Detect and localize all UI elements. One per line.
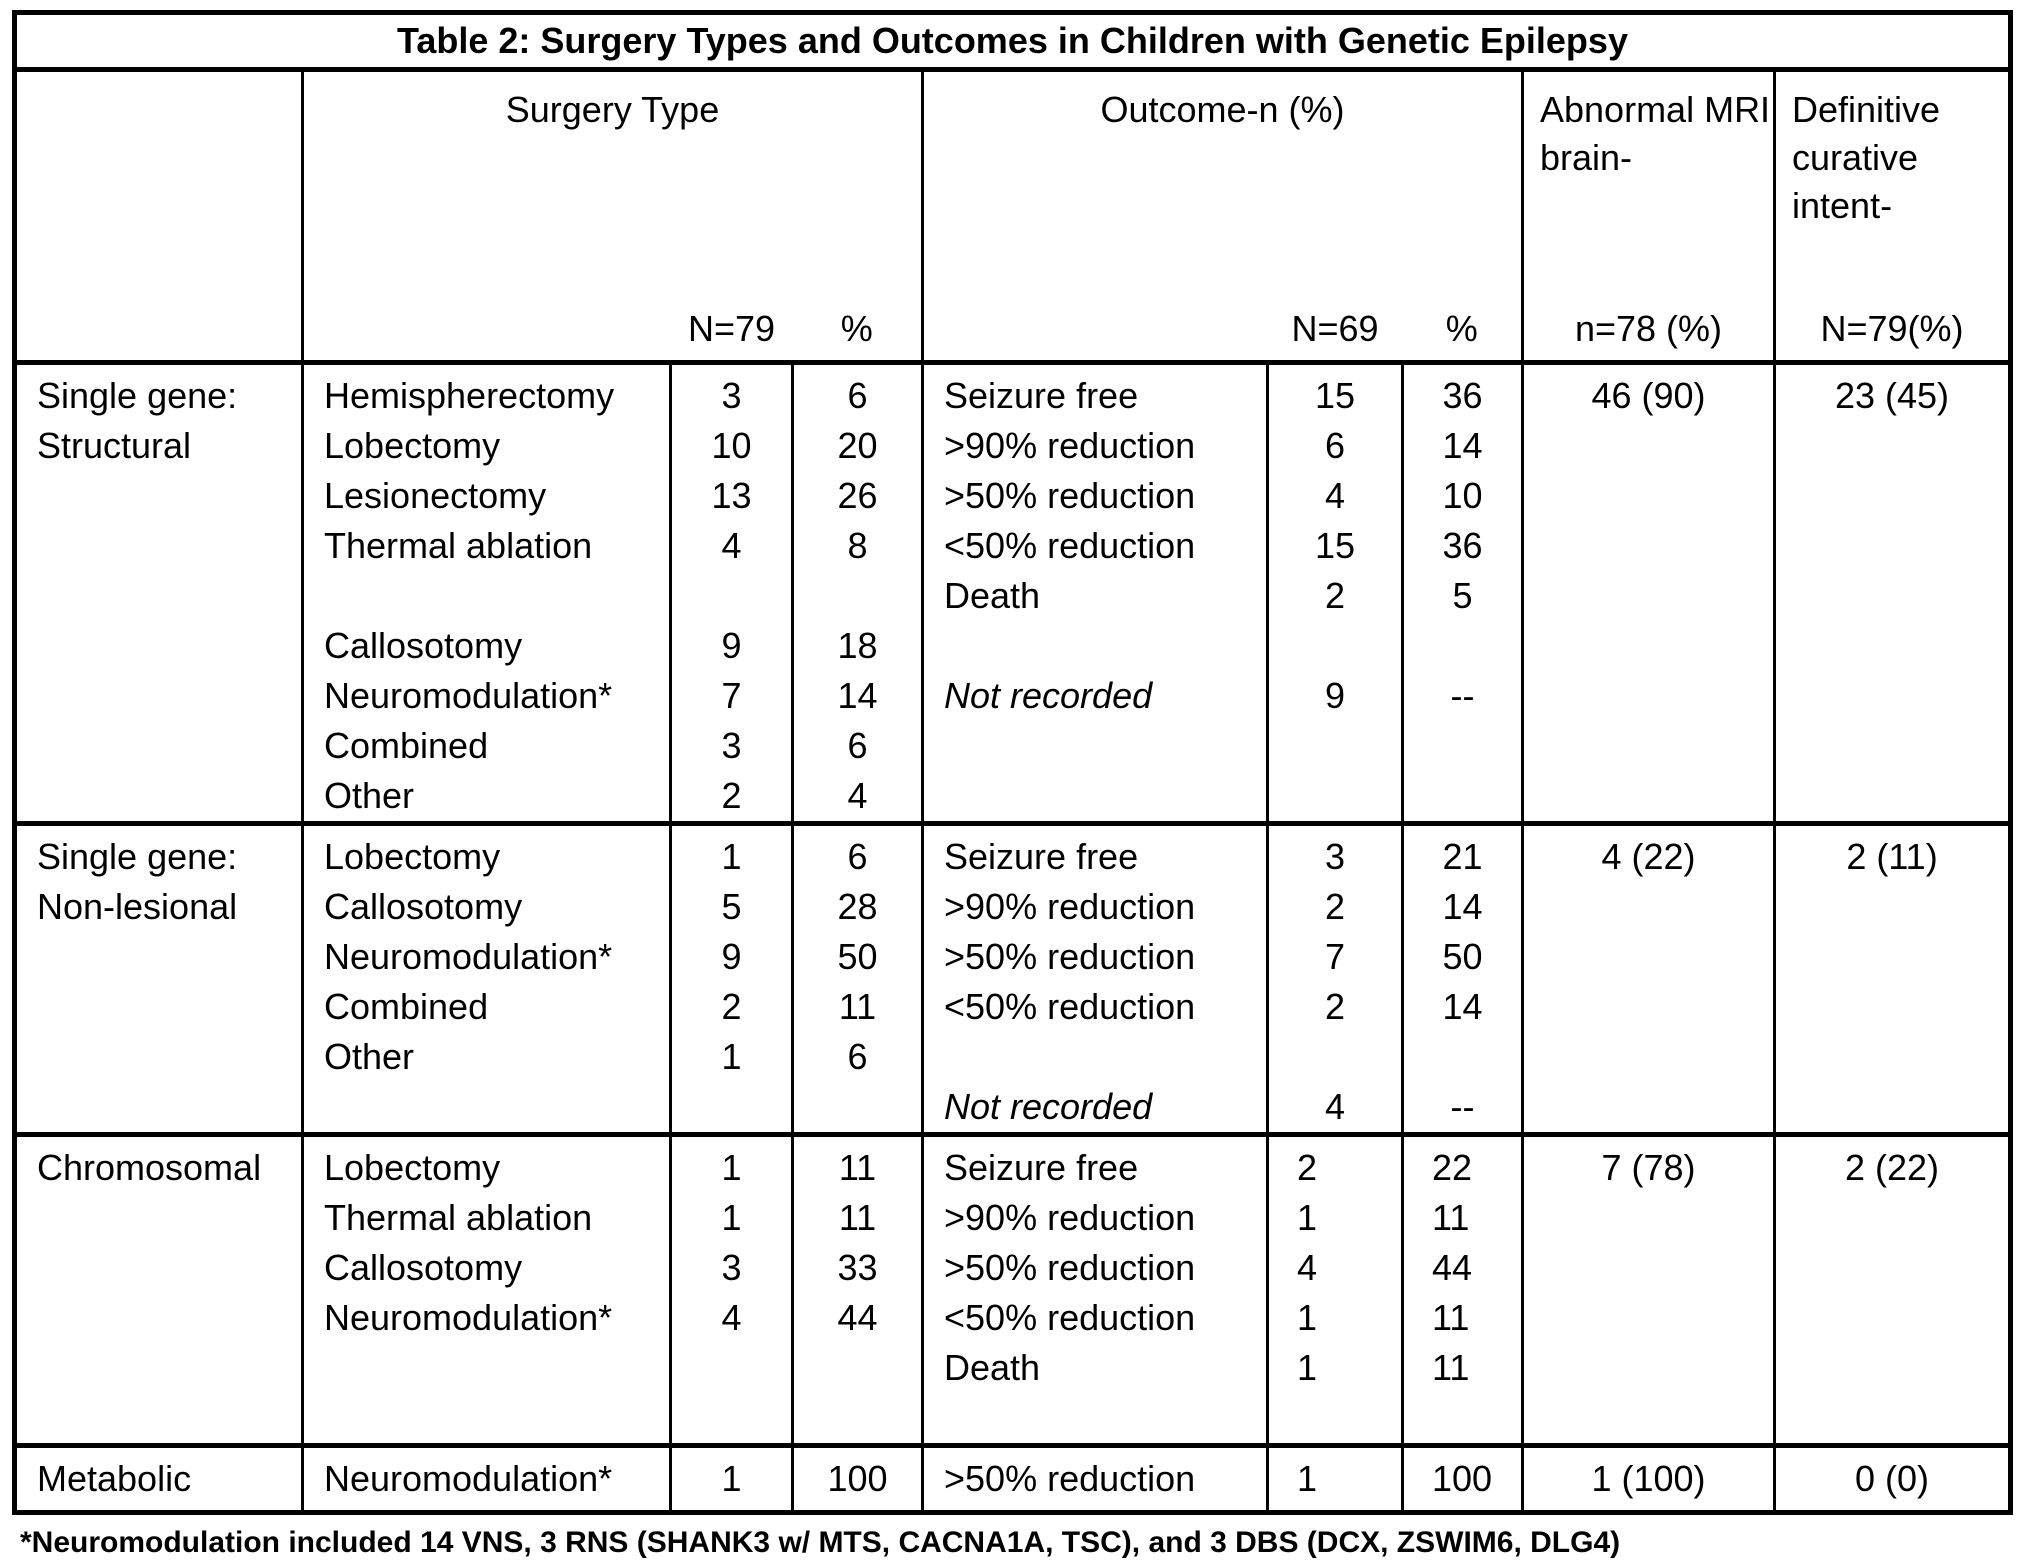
cell-line — [794, 1343, 921, 1393]
cell-line — [304, 1393, 669, 1443]
cell-line: 10 — [711, 425, 752, 466]
cell-line: 3 — [721, 1247, 742, 1288]
corner-cell — [15, 70, 303, 363]
outcome-pct-cell — [1403, 1135, 1523, 1446]
cell-line — [1404, 721, 1521, 771]
cell-line: 9 — [1324, 675, 1346, 716]
cell-line: 50 — [837, 936, 878, 977]
cell-line: 46 (90) — [1591, 375, 1706, 416]
cell-line: 3 — [1324, 836, 1346, 877]
cell-line: 9 — [721, 936, 742, 977]
surgery-n-cell — [671, 363, 793, 824]
cell-line: 1 — [721, 1197, 742, 1238]
outcome-n-subheader: N=69 — [1268, 292, 1403, 363]
cell-line: 14 — [1442, 425, 1483, 466]
surgery-pct-cell — [793, 824, 923, 1135]
cell-line: 22 — [1432, 1147, 1473, 1188]
cell-line: 3 — [721, 725, 742, 766]
cell-line: >90% reduction — [944, 886, 1196, 927]
curative-value-cell — [1775, 1135, 2011, 1446]
cell-line: Lobectomy — [324, 1147, 501, 1188]
outcome-pct-subheader: % — [1403, 292, 1523, 363]
cell-line: 10 — [1442, 475, 1483, 516]
cell-line — [1404, 621, 1521, 671]
cell-line: Neuromodulation* — [324, 936, 613, 977]
cell-line: 21 — [1442, 836, 1483, 877]
cell-line: 4 — [847, 775, 868, 816]
surgery-names-cell — [303, 1446, 671, 1513]
cell-line: 13 — [711, 475, 752, 516]
cell-line: 1 — [1297, 1458, 1318, 1499]
cell-line: Neuromodulation* — [324, 675, 613, 716]
curative-header: Definitive curative intent- — [1775, 70, 2011, 293]
cell-line: 11 — [838, 986, 877, 1027]
group-row — [15, 1135, 2011, 1446]
cell-line: 5 — [721, 886, 742, 927]
cell-line: 3 — [721, 375, 742, 416]
cell-line: -- — [1450, 1086, 1475, 1127]
cell-line: Thermal ablation — [324, 525, 593, 566]
cell-line: 33 — [837, 1247, 878, 1288]
cell-line: >90% reduction — [944, 1197, 1196, 1238]
cell-line — [794, 1082, 921, 1132]
cell-line: 23 (45) — [1834, 375, 1950, 416]
cell-line — [924, 1393, 1266, 1443]
cell-line: 2 — [1297, 1147, 1318, 1188]
cell-line — [1404, 1393, 1521, 1443]
cell-line — [304, 1082, 669, 1132]
cell-line: 2 (11) — [1846, 836, 1938, 877]
cell-line: Seizure free — [944, 836, 1139, 877]
cell-line: 4 (22) — [1601, 836, 1696, 877]
group-label-cell — [15, 1135, 303, 1446]
cell-line: 11 — [838, 1147, 877, 1188]
cell-line: >50% reduction — [944, 1458, 1196, 1499]
mri-value-cell — [1523, 824, 1775, 1135]
outcome-pct-cell — [1403, 824, 1523, 1135]
cell-line: 14 — [1442, 886, 1483, 927]
cell-line: 6 — [847, 725, 868, 766]
surgery-type-header: Surgery Type — [303, 70, 923, 293]
cell-line: 6 — [847, 836, 868, 877]
cell-line: <50% reduction — [944, 1297, 1196, 1338]
cell-line: 8 — [847, 525, 868, 566]
mri-value-cell — [1523, 1446, 1775, 1513]
cell-line: 2 — [721, 986, 742, 1027]
cell-line — [672, 1082, 791, 1132]
cell-line: Lobectomy — [324, 836, 501, 877]
cell-line — [672, 571, 791, 621]
group-row — [15, 363, 2011, 824]
outcome-header: Outcome-n (%) — [923, 70, 1523, 293]
cell-line: 5 — [1452, 575, 1473, 616]
cell-line: >50% reduction — [944, 1247, 1196, 1288]
header-row-labels — [15, 70, 2011, 293]
cell-line: >90% reduction — [944, 425, 1196, 466]
cell-line: 15 — [1314, 375, 1356, 416]
cell-line: 1 — [1297, 1347, 1318, 1388]
table-title: Table 2: Surgery Types and Outcomes in Children with Genetic Epilepsy — [15, 13, 2011, 70]
cell-line — [672, 1393, 791, 1443]
cell-line — [794, 1393, 921, 1443]
curative-value-cell — [1775, 1446, 2011, 1513]
cell-line: Lobectomy — [324, 425, 501, 466]
cell-line: Chromosomal — [37, 1147, 262, 1188]
group-row — [15, 824, 2011, 1135]
cell-line: Callosotomy — [324, 625, 523, 666]
table-body — [15, 363, 2011, 1513]
cell-line: Seizure free — [944, 1147, 1139, 1188]
curative-value-cell — [1775, 824, 2011, 1135]
cell-line: 18 — [837, 625, 878, 666]
cell-line: 11 — [1432, 1197, 1470, 1238]
cell-line: 28 — [837, 886, 878, 927]
cell-line: Structural — [37, 425, 192, 466]
cell-line: Seizure free — [944, 375, 1139, 416]
outcome-pct-cell — [1403, 363, 1523, 824]
cell-line: 6 — [1324, 425, 1346, 466]
cell-line: 9 — [721, 625, 742, 666]
cell-line — [304, 1343, 669, 1393]
surgery-names-cell — [303, 824, 671, 1135]
cell-line: 1 (100) — [1591, 1458, 1706, 1499]
table-title-row — [15, 13, 2011, 70]
cell-line: Neuromodulation* — [324, 1297, 613, 1338]
surgery-n-cell — [671, 1446, 793, 1513]
outcome-name-subheader — [923, 292, 1268, 363]
cell-line: Lesionectomy — [324, 475, 547, 516]
cell-line: Metabolic — [37, 1458, 192, 1499]
cell-line — [924, 721, 1266, 771]
cell-line: >50% reduction — [944, 475, 1196, 516]
cell-line: 50 — [1442, 936, 1483, 977]
cell-line — [1404, 1032, 1521, 1082]
group-label-cell — [15, 1446, 303, 1513]
cell-line: 14 — [1442, 986, 1483, 1027]
outcome-n-cell — [1268, 363, 1403, 824]
cell-line: 20 — [837, 425, 878, 466]
cell-line: 44 — [1432, 1247, 1473, 1288]
group-row — [15, 1446, 2011, 1513]
surgery-n-cell — [671, 1135, 793, 1446]
cell-line: 14 — [837, 675, 878, 716]
cell-line: 26 — [837, 475, 878, 516]
cell-line: 6 — [847, 375, 868, 416]
cell-line — [1269, 1393, 1401, 1443]
cell-line — [1404, 771, 1521, 821]
cell-line: 2 — [1324, 886, 1346, 927]
cell-line: <50% reduction — [944, 986, 1196, 1027]
cell-line — [924, 621, 1266, 671]
cell-line: Callosotomy — [324, 1247, 523, 1288]
cell-line: 4 — [1324, 1086, 1346, 1127]
cell-line: 2 — [721, 775, 742, 816]
cell-line: 2 (22) — [1844, 1147, 1940, 1188]
surgery-names-cell — [303, 1135, 671, 1446]
surgery-names-cell — [303, 363, 671, 824]
cell-line: Death — [944, 575, 1041, 616]
cell-line: Callosotomy — [324, 886, 523, 927]
outcome-n-cell — [1268, 1446, 1403, 1513]
mri-value-cell — [1523, 1135, 1775, 1446]
cell-line — [1269, 721, 1401, 771]
outcome-n-cell — [1268, 1135, 1403, 1446]
cell-line: 4 — [1297, 1247, 1318, 1288]
cell-line: Neuromodulation* — [324, 1458, 613, 1499]
cell-line: Hemispherectomy — [324, 375, 615, 416]
cell-line: Death — [944, 1347, 1041, 1388]
outcome-names-cell — [923, 824, 1268, 1135]
cell-line: 4 — [1324, 475, 1346, 516]
cell-line: Thermal ablation — [324, 1197, 593, 1238]
cell-line: Other — [324, 775, 415, 816]
cell-line: 11 — [838, 1197, 877, 1238]
mri-value-cell — [1523, 363, 1775, 824]
cell-line: Combined — [324, 986, 489, 1027]
cell-line: 4 — [721, 525, 742, 566]
curative-value-cell — [1775, 363, 2011, 824]
cell-line: <50% reduction — [944, 525, 1196, 566]
cell-line: 7 (78) — [1601, 1147, 1696, 1188]
surgery-name-subheader — [303, 292, 671, 363]
surgery-pct-subheader: % — [793, 292, 923, 363]
curative-subheader: N=79(%) — [1775, 292, 2011, 363]
cell-line: 1 — [721, 1458, 742, 1499]
outcome-n-cell — [1268, 824, 1403, 1135]
cell-line — [1269, 771, 1401, 821]
cell-line: 0 (0) — [1854, 1458, 1930, 1499]
cell-line: 1 — [721, 1147, 742, 1188]
outcome-pct-cell — [1403, 1446, 1523, 1513]
cell-line — [794, 571, 921, 621]
mri-header: Abnormal MRI brain- — [1523, 70, 1775, 293]
cell-line: 1 — [1297, 1197, 1318, 1238]
surgery-pct-cell — [793, 1446, 923, 1513]
mri-subheader: n=78 (%) — [1523, 292, 1775, 363]
cell-line: 1 — [721, 836, 742, 877]
cell-line: 4 — [721, 1297, 742, 1338]
header-row-subtotals — [15, 292, 2011, 363]
cell-line: 100 — [827, 1458, 888, 1499]
surgery-pct-cell — [793, 363, 923, 824]
cell-line: Not recorded — [944, 675, 1153, 716]
group-label-cell — [15, 824, 303, 1135]
cell-line: Single gene: — [37, 836, 238, 877]
cell-line — [924, 1032, 1266, 1082]
cell-line — [924, 771, 1266, 821]
cell-line — [672, 1343, 791, 1393]
cell-line: 7 — [1324, 936, 1346, 977]
table-footnote: *Neuromodulation included 14 VNS, 3 RNS (SHANK3 w/ MTS, CACNA1A, TSC), and 3 DBS (DCX, ZSWIM6, DLG4) — [20, 1526, 1621, 1559]
surgery-n-cell — [671, 824, 793, 1135]
cell-line: Not recorded — [944, 1086, 1153, 1127]
cell-line: 1 — [721, 1036, 742, 1077]
surgery-n-subheader: N=79 — [671, 292, 793, 363]
surgery-pct-cell — [793, 1135, 923, 1446]
cell-line: Single gene: — [37, 375, 238, 416]
outcome-names-cell — [923, 1135, 1268, 1446]
outcome-names-cell — [923, 1446, 1268, 1513]
cell-line: Other — [324, 1036, 415, 1077]
cell-line: 7 — [721, 675, 742, 716]
cell-line — [1269, 621, 1401, 671]
group-label-cell — [15, 363, 303, 824]
cell-line — [1269, 1032, 1401, 1082]
cell-line: 6 — [847, 1036, 868, 1077]
cell-line: >50% reduction — [944, 936, 1196, 977]
cell-line: 15 — [1314, 525, 1356, 566]
cell-line: 2 — [1324, 986, 1346, 1027]
cell-line: Combined — [324, 725, 489, 766]
cell-line: -- — [1450, 675, 1475, 716]
cell-line: 36 — [1442, 525, 1483, 566]
surgery-outcomes-table — [12, 10, 2013, 1515]
outcome-names-cell — [923, 363, 1268, 824]
cell-line: 36 — [1442, 375, 1483, 416]
cell-line: 11 — [1432, 1347, 1470, 1388]
cell-line: 1 — [1297, 1297, 1318, 1338]
cell-line: 44 — [837, 1297, 878, 1338]
cell-line: 2 — [1324, 575, 1346, 616]
cell-line: 11 — [1432, 1297, 1470, 1338]
cell-line: Non-lesional — [37, 886, 238, 927]
cell-line — [304, 571, 669, 621]
cell-line: 100 — [1432, 1458, 1493, 1499]
